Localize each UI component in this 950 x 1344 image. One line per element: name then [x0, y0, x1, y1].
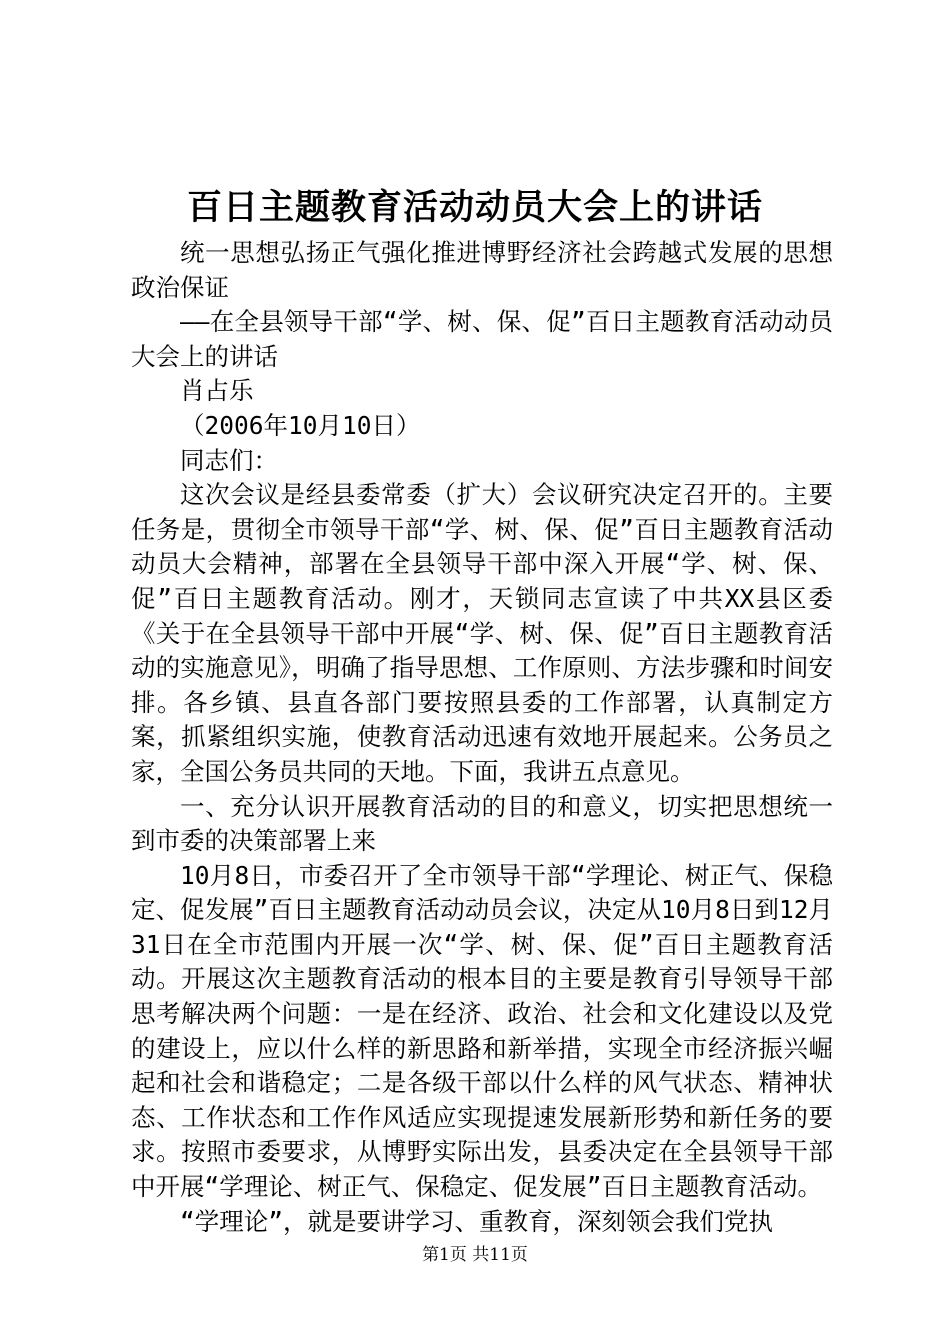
body-paragraph: “学理论”，就是要讲学习、重教育，深刻领会我们党执: [180, 1206, 773, 1236]
speaker-name: 肖占乐: [180, 376, 254, 406]
subtitle-occasion: ——在全县领导干部“学、树、保、促”百日主题教育活动动员大会上的讲话: [131, 307, 833, 371]
document-body: [131, 236, 833, 1239]
speech-date: （2006年10月10日）: [180, 410, 421, 440]
subtitle-line: 统一思想弘扬正气强化推进博野经济社会跨越式发展的思想政治保证: [131, 238, 833, 302]
body-paragraph: 10月8日，市委召开了全市领导干部“学理论、树正气、保稳定、促发展”百日主题教育活动动员会议，决定从10月8日到12月31日在全市范围内开展一次“学、树、保、促”百日主题教育活动。开展这次主题教育活动的根本目的主要是教育引导领导干部思考解决两个问题：一是在经济、政治、社会和文化建设以及党的建设上，应以什么样的新思路和新举措，实现全市经济振兴崛起和社会和谐稳定；二是各级干部以什么样的风气状态、精神状态、工作状态和工作作风适应实现提速发展新形势和新任务的要求。按照市委要求，从博野实际出发，县委决定在全县领导干部中开展“学理论、树正气、保稳定、促发展”百日主题教育活动。: [131, 860, 833, 1202]
page-number-footer: 第1页 共11页: [422, 1245, 528, 1265]
body-paragraph: 这次会议是经县委常委（扩大）会议研究决定召开的。主要任务是，贯彻全市领导干部“学、树、保、促”百日主题教育活动动员大会精神，部署在全县领导干部中深入开展“学、树、保、促”百日主题教育活动。刚才，天锁同志宣读了中共XX县区委《关于在全县领导干部中开展“学、树、保、促”百日主题教育活动的实施意见》，明确了指导思想、工作原则、方法步骤和时间安排。各乡镇、县直各部门要按照县委的工作部署，认真制定方案，抓紧组织实施，使教育活动迅速有效地开展起来。公务员之家，全国公务员共同的天地。下面，我讲五点意见。: [131, 480, 833, 786]
section-heading: 一、充分认识开展教育活动的目的和意义，切实把思想统一到市委的决策部署上来: [131, 791, 833, 856]
document-title: 百日主题教育活动动员大会上的讲话: [186, 187, 763, 228]
salutation: 同志们：: [180, 445, 278, 475]
